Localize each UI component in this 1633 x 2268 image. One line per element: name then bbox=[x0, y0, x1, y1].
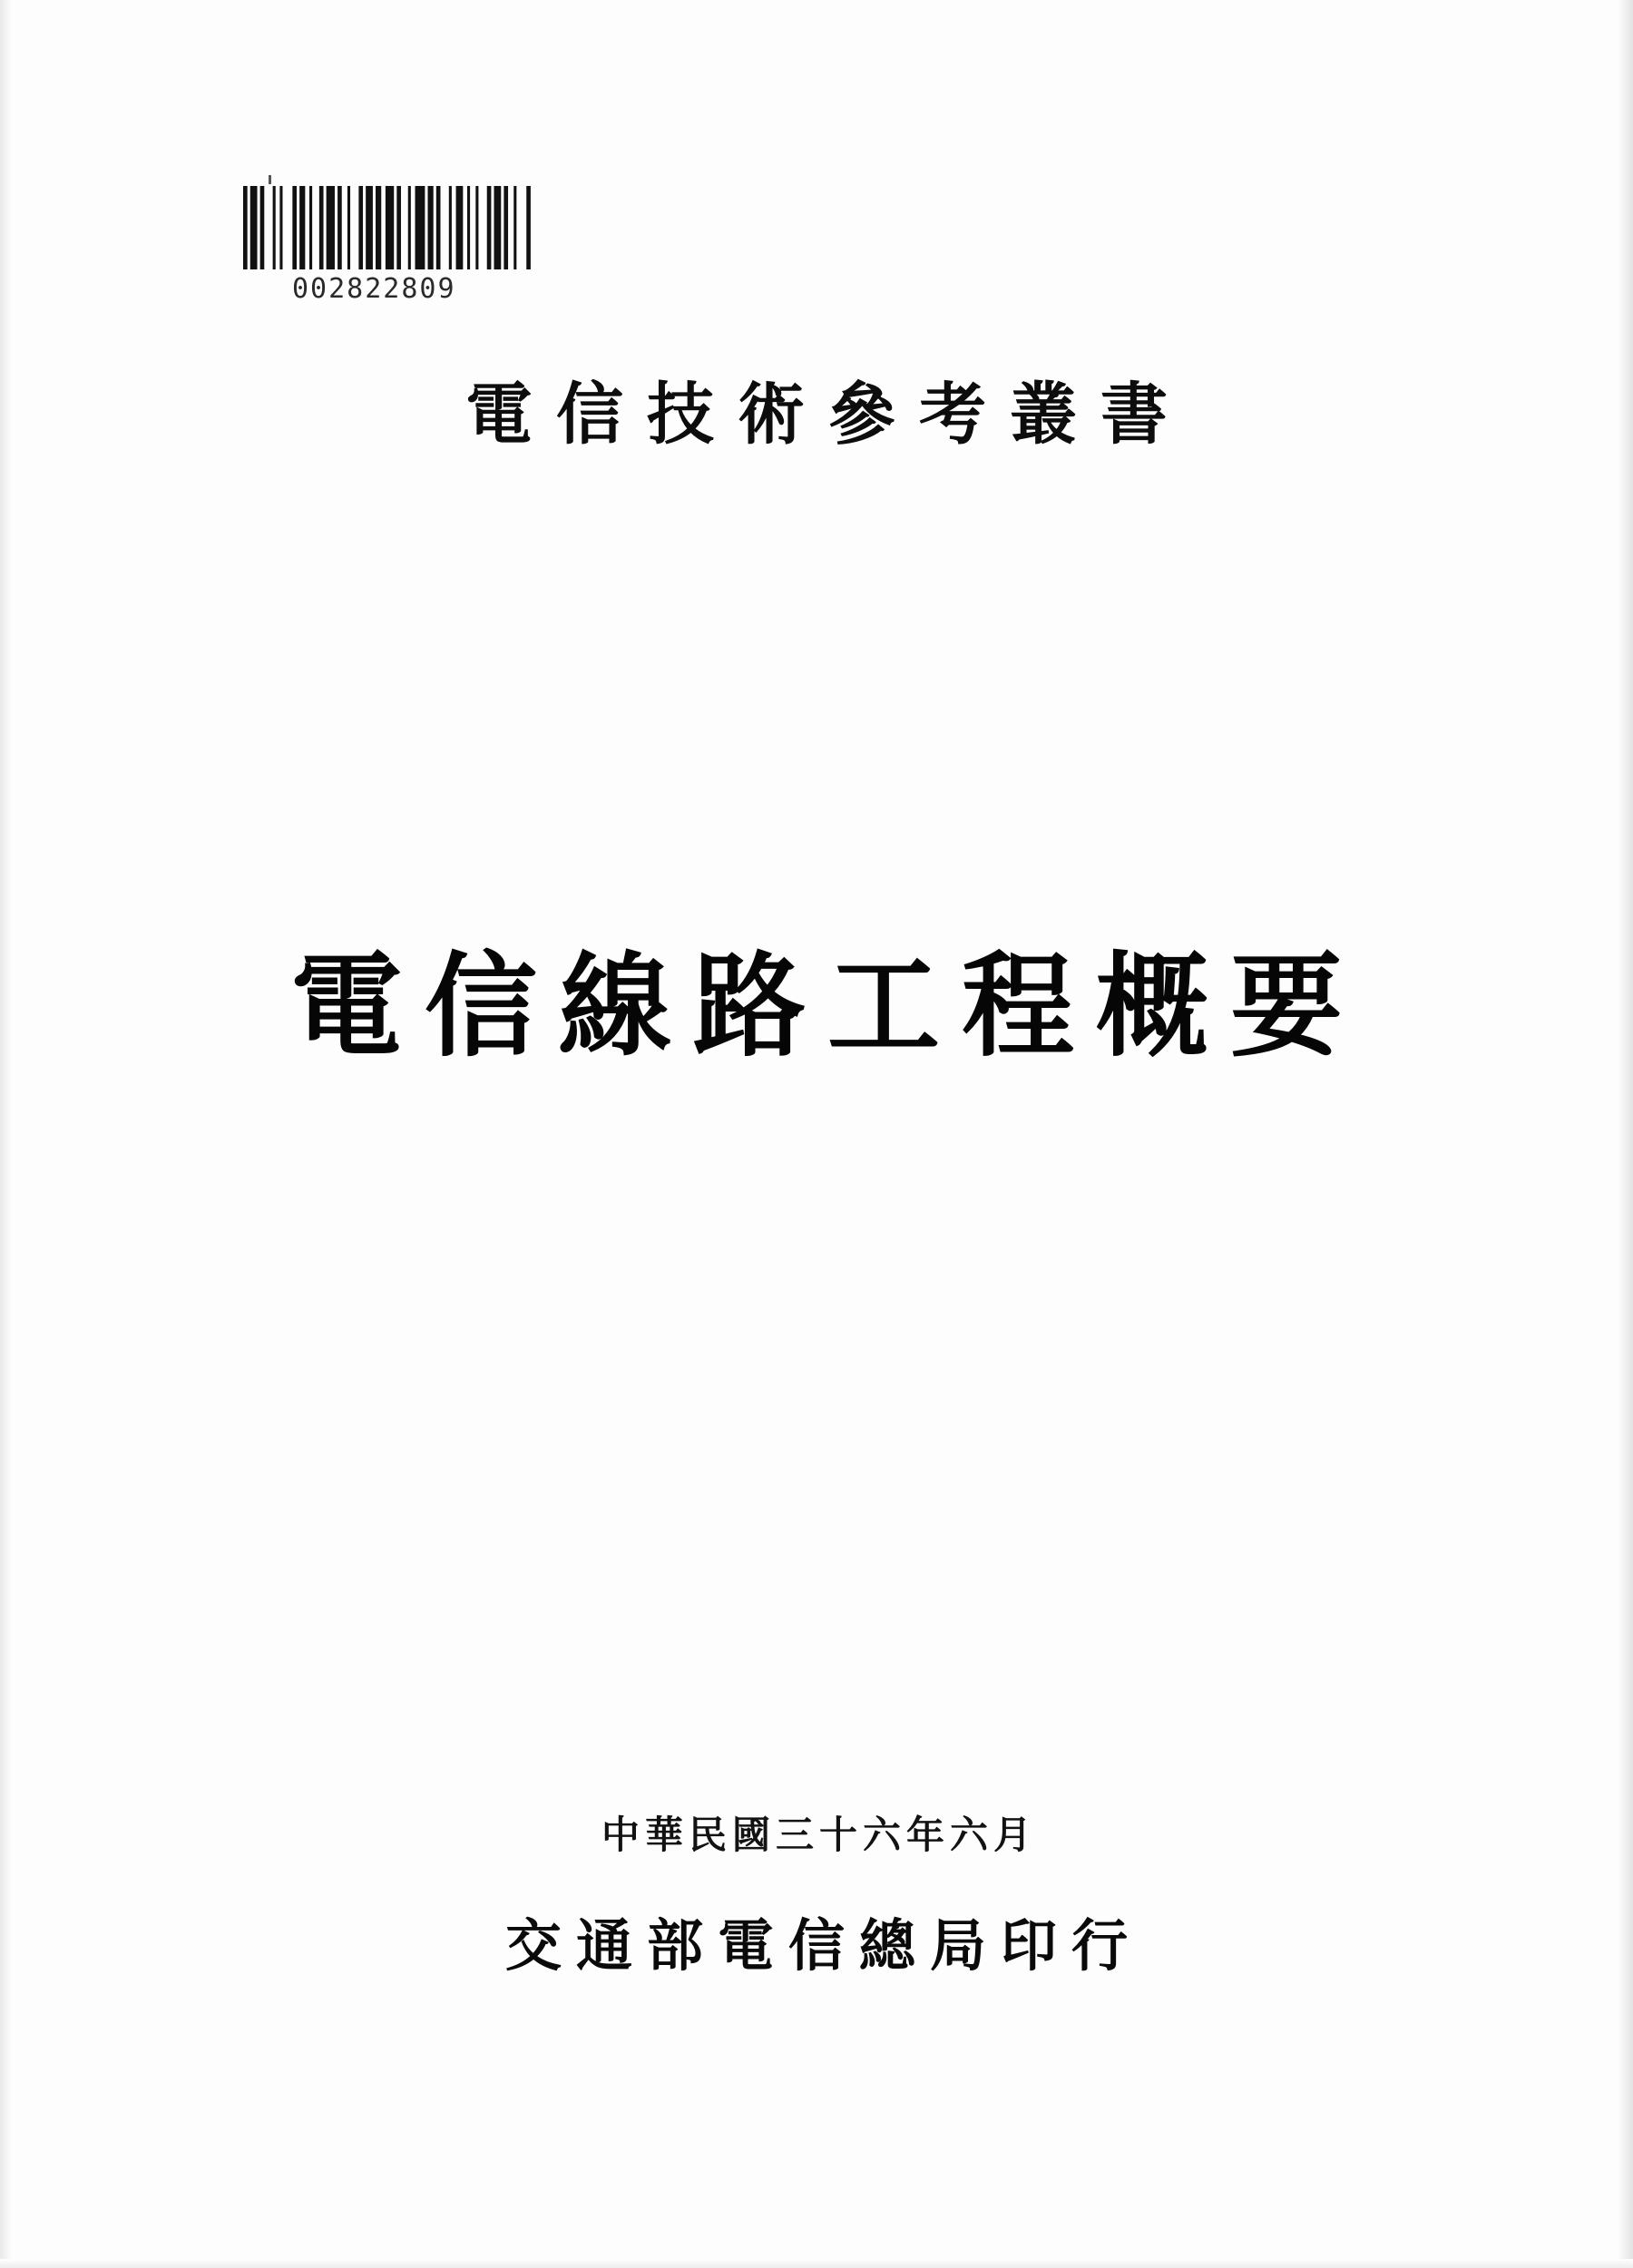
series-title: 電信技術參考叢書 bbox=[465, 376, 1191, 454]
publisher-imprint: 交通部電信總局印行 bbox=[504, 1912, 1142, 1979]
scan-edge-bottom bbox=[0, 2259, 1633, 2268]
barcode-block bbox=[243, 186, 538, 305]
publication-date: 中華民國三十六年六月 bbox=[601, 1813, 1037, 1857]
barcode-number: 002822809 bbox=[292, 273, 456, 305]
barcode-icon bbox=[243, 186, 533, 269]
barcode-registration-mark bbox=[269, 175, 271, 184]
page-title: 電信線路工程概要 bbox=[289, 941, 1364, 1072]
